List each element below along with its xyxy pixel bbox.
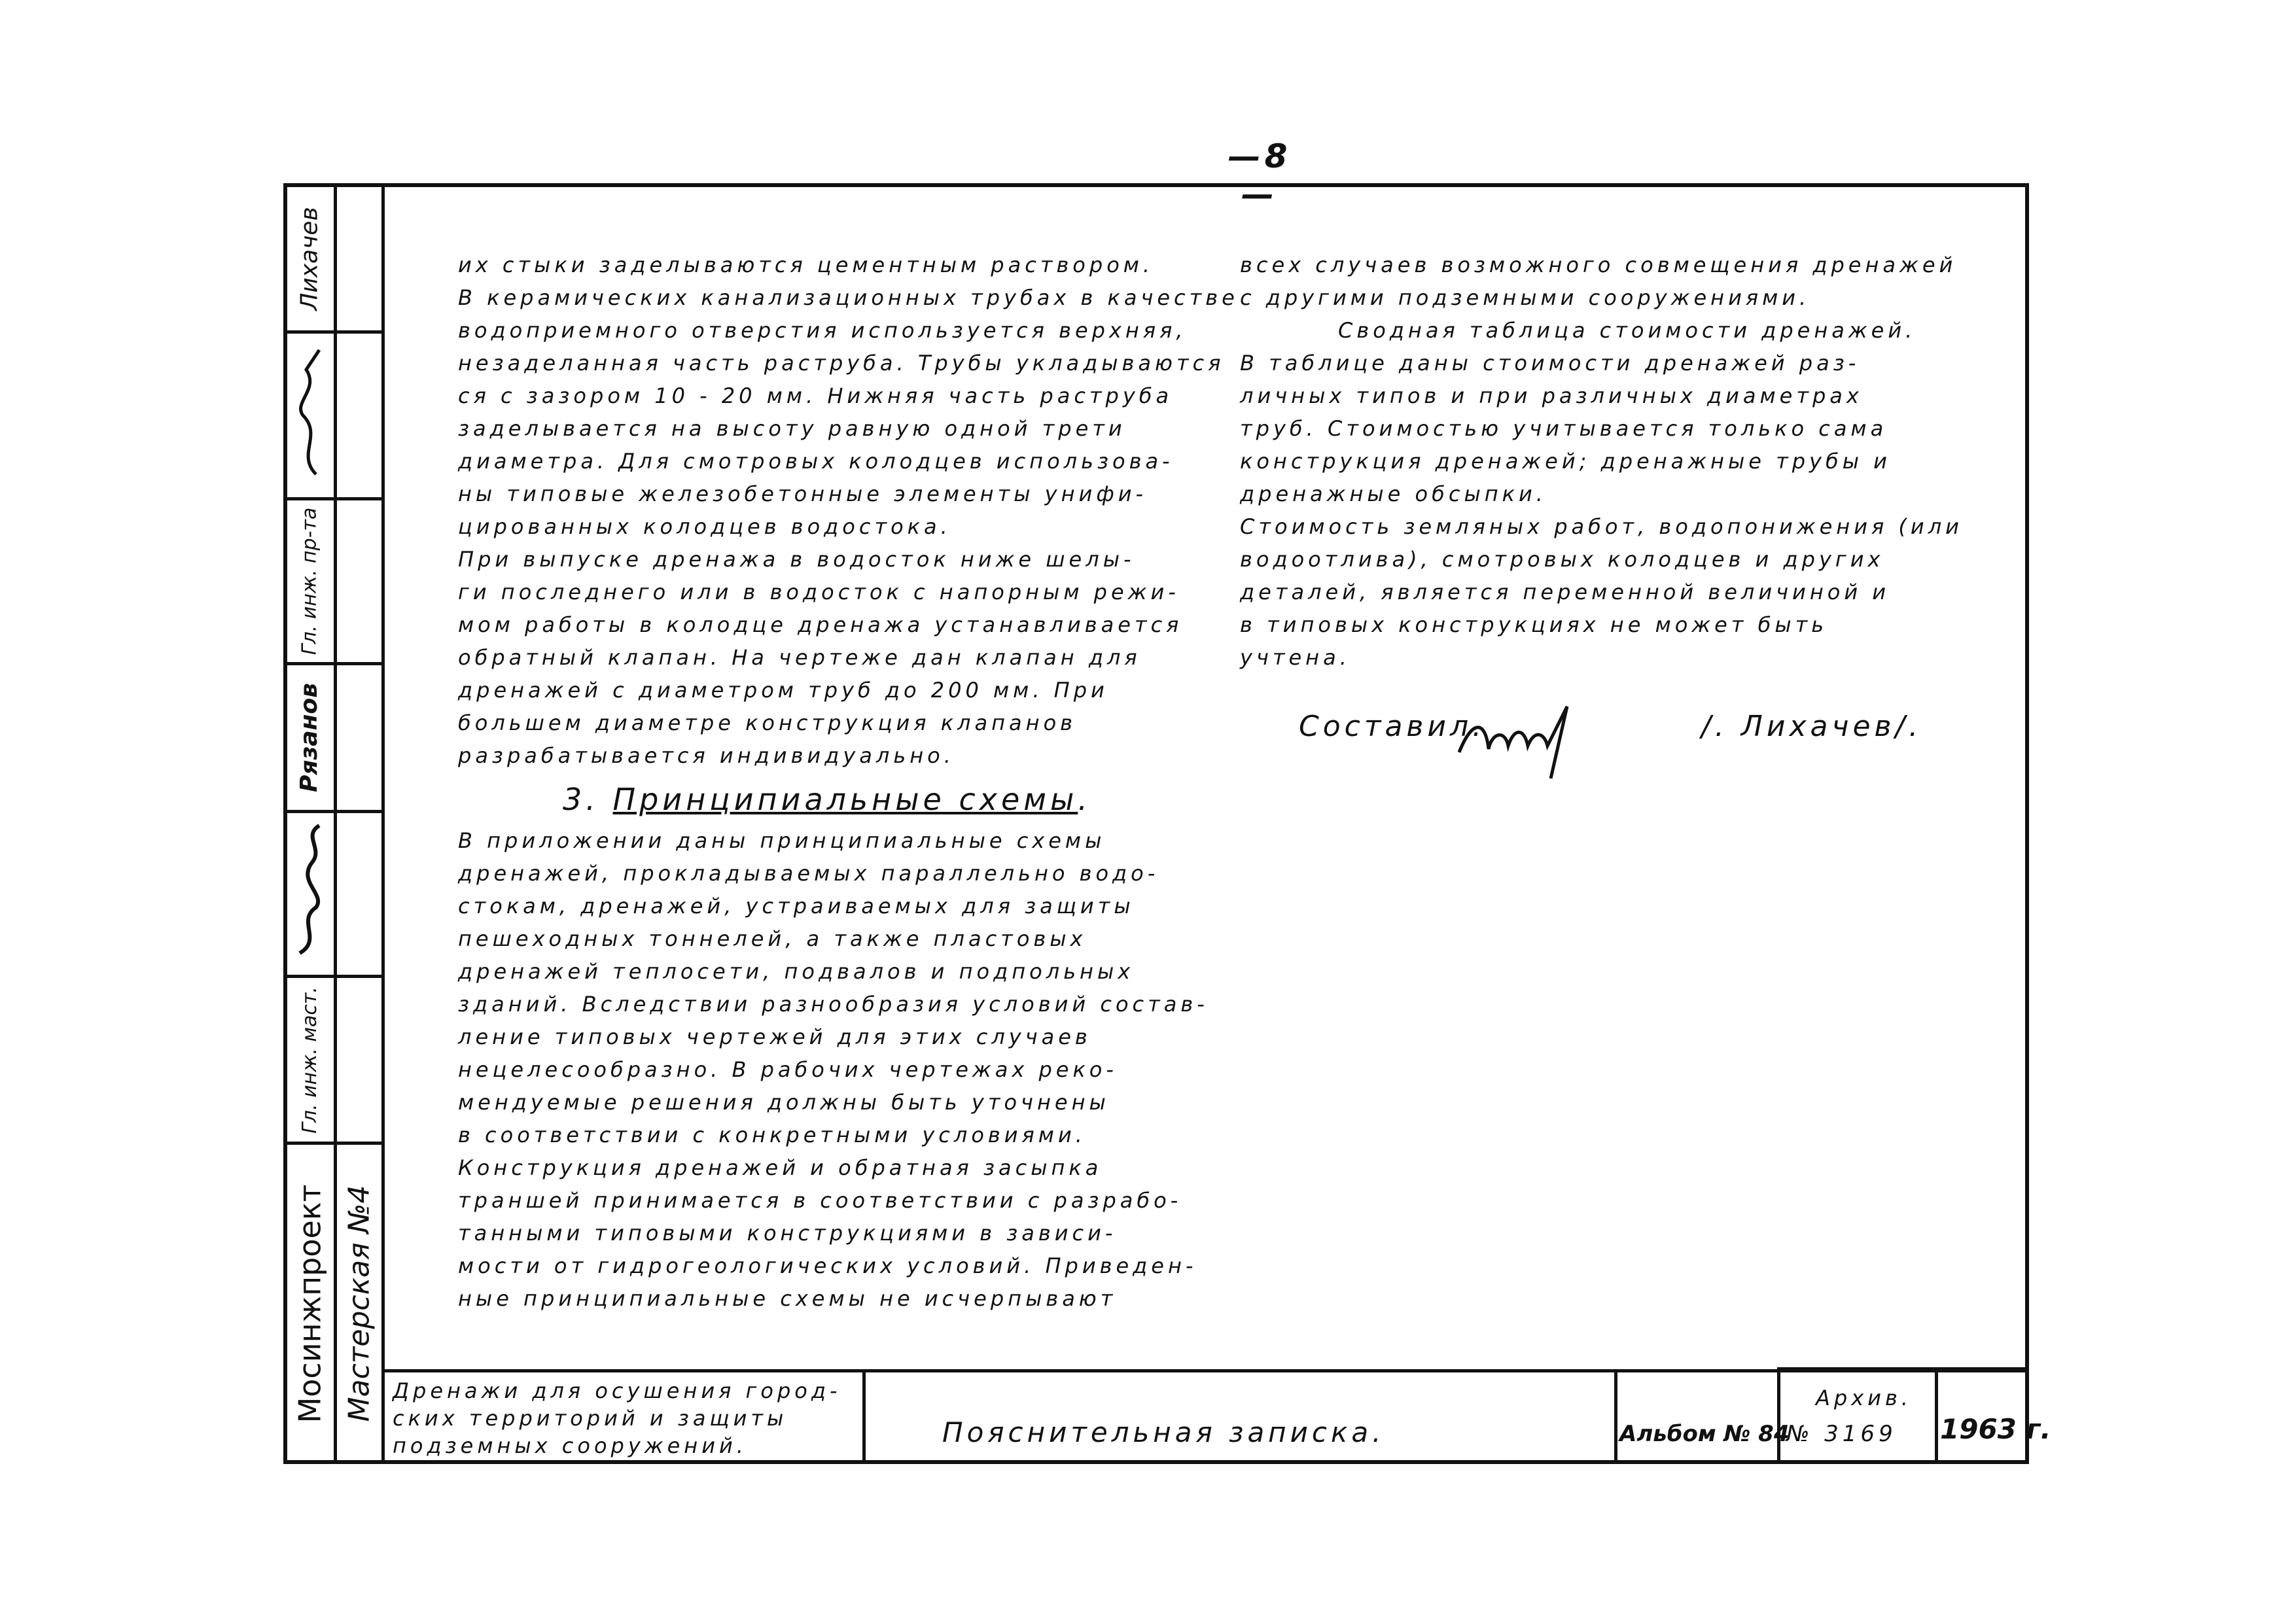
title-block-divider [862,1369,866,1464]
text-line: Сводная таблица стоимости дренажей. [1338,318,1916,343]
text-line: ные принципиальные схемы не исчерпывают [458,1286,1117,1311]
text-line: нецелесообразно. В рабочих чертежах реко- [458,1057,1118,1082]
text-line: диаметра. Для смотровых колодцев использова- [458,449,1174,474]
project-title-line: подземных сооружений. [393,1433,747,1458]
text-line: Стоимость земляных работ, водопонижения (или [1240,514,1963,539]
text-line: В приложении даны принципиальные схемы [458,828,1106,853]
stamp-workshop: Мастерская №4 [342,1185,376,1422]
text-line: В керамических канализационных трубах в качестве [458,285,1239,310]
stamp-organization: Мосинжпроект [292,1184,327,1423]
text-line: обратный клапан. На чертеже дан клапан для [458,645,1141,670]
text-line: большем диаметре конструкция клапанов [458,710,1076,735]
text-line: пешеходных тоннелей, а также пластовых [458,926,1087,951]
text-line: ги последнего или в водосток с напорным режи- [458,580,1180,604]
text-line: ны типовые железобетонные элементы унифи- [458,481,1148,506]
signature-mark [290,822,329,966]
project-title-line: ских территорий и защиты [393,1406,788,1431]
text-line: При выпуске дренажа в водосток ниже шелы- [458,547,1135,572]
title-block-divider [1614,1369,1617,1464]
compiled-by-label: Составил. [1299,710,1486,743]
right-text-column [1240,249,1963,674]
section-number: 3. [563,782,599,817]
compiler-name: /. Лихачев/. [1701,710,1922,743]
text-line: мендуемые решения должны быть уточнены [458,1090,1110,1115]
text-line: ся с зазором 10 - 20 мм. Нижняя часть раструба [458,383,1173,408]
project-title-line: Дренажи для осушения город- [393,1378,841,1403]
text-line: разрабатывается индивидуально. [458,743,955,768]
title-block-top-rule [1777,1367,2029,1370]
title-block-divider [1777,1369,1780,1464]
text-line: незаделанная часть раструба. Трубы укладываются [458,351,1225,375]
text-line: мости от гидрогеологических условий. Приведен- [458,1253,1197,1278]
text-line: зданий. Вследствии разнообразия условий состав- [458,992,1209,1017]
stamp-signature-1 [285,334,334,497]
text-line: деталей, является переменной величиной и [1240,580,1890,604]
left-text-column [458,249,1239,772]
document-title: Пояснительная записка. [942,1416,1385,1448]
text-line: цированных колодцев водостока. [458,514,951,539]
text-line: в типовых конструкциях не может быть [1240,612,1828,637]
text-line: учтена. [1240,645,1351,670]
text-line: дренажей теплосети, подвалов и подпольных [458,959,1135,984]
text-line: мом работы в колодце дренажа устанавливается [458,612,1183,637]
text-line: водоприемного отверстия используется верхняя, [458,318,1187,343]
text-line: конструкция дренажей; дренажные трубы и [1240,449,1891,474]
stamp-role-chief-engineer-project: Гл. инж. пр-та [298,507,321,655]
text-line: в соответствии с конкретными условиями. [458,1123,1086,1147]
page-number: —8— [1227,137,1292,213]
text-line: их стыки заделываются цементным раствором. [458,253,1154,277]
left-text-column-2 [458,824,1209,1315]
compiler-signature [1453,693,1603,785]
text-line: дренажные обсыпки. [1240,481,1547,506]
stamp-name-ryazanov: Рязанов [296,682,323,793]
archive-label: Архив. [1816,1386,1912,1410]
stamp-name-likhachev: Лихачев [296,206,323,311]
section-title: Принципиальные схемы [612,782,1078,817]
signature-mark [290,343,329,487]
album-number: Альбом № 84 [1619,1421,1790,1447]
text-line: всех случаев возможного совмещения дренажей [1240,253,1957,277]
text-line: заделывается на высоту равную одной трети [458,416,1126,441]
text-line: труб. Стоимостью учитывается только сама [1240,416,1888,441]
text-line: стокам, дренажей, устраиваемых для защиты [458,894,1135,918]
project-title [393,1377,841,1459]
title-block-divider [1935,1369,1938,1464]
text-line: дренажей, прокладываемых параллельно водо- [458,861,1159,886]
text-line: траншей принимается в соответствии с разрабо- [458,1188,1182,1213]
archive-number: № 3169 [1786,1421,1897,1447]
year: 1963 г. [1940,1413,2051,1445]
text-line: с другими подземными сооружениями. [1240,285,1810,310]
stamp-signature-2 [285,813,334,975]
stamp-divider-2 [381,183,385,1464]
text-line: В таблице даны стоимости дренажей раз- [1240,351,1860,375]
text-line: дренажей с диаметром труб до 200 мм. При [458,678,1108,703]
text-line: личных типов и при различных диаметрах [1240,383,1863,408]
text-line: ление типовых чертежей для этих случаев [458,1024,1091,1049]
text-line: водоотлива), смотровых колодцев и других [1240,547,1884,572]
text-line: Конструкция дренажей и обратная засыпка [458,1155,1103,1180]
text-line: танными типовыми конструкциями в зависи- [458,1221,1117,1246]
stamp-role-chief-engineer-workshop: Гл. инж. маст. [298,986,321,1134]
section-heading: 3. Принципиальные схемы. [563,782,1091,817]
